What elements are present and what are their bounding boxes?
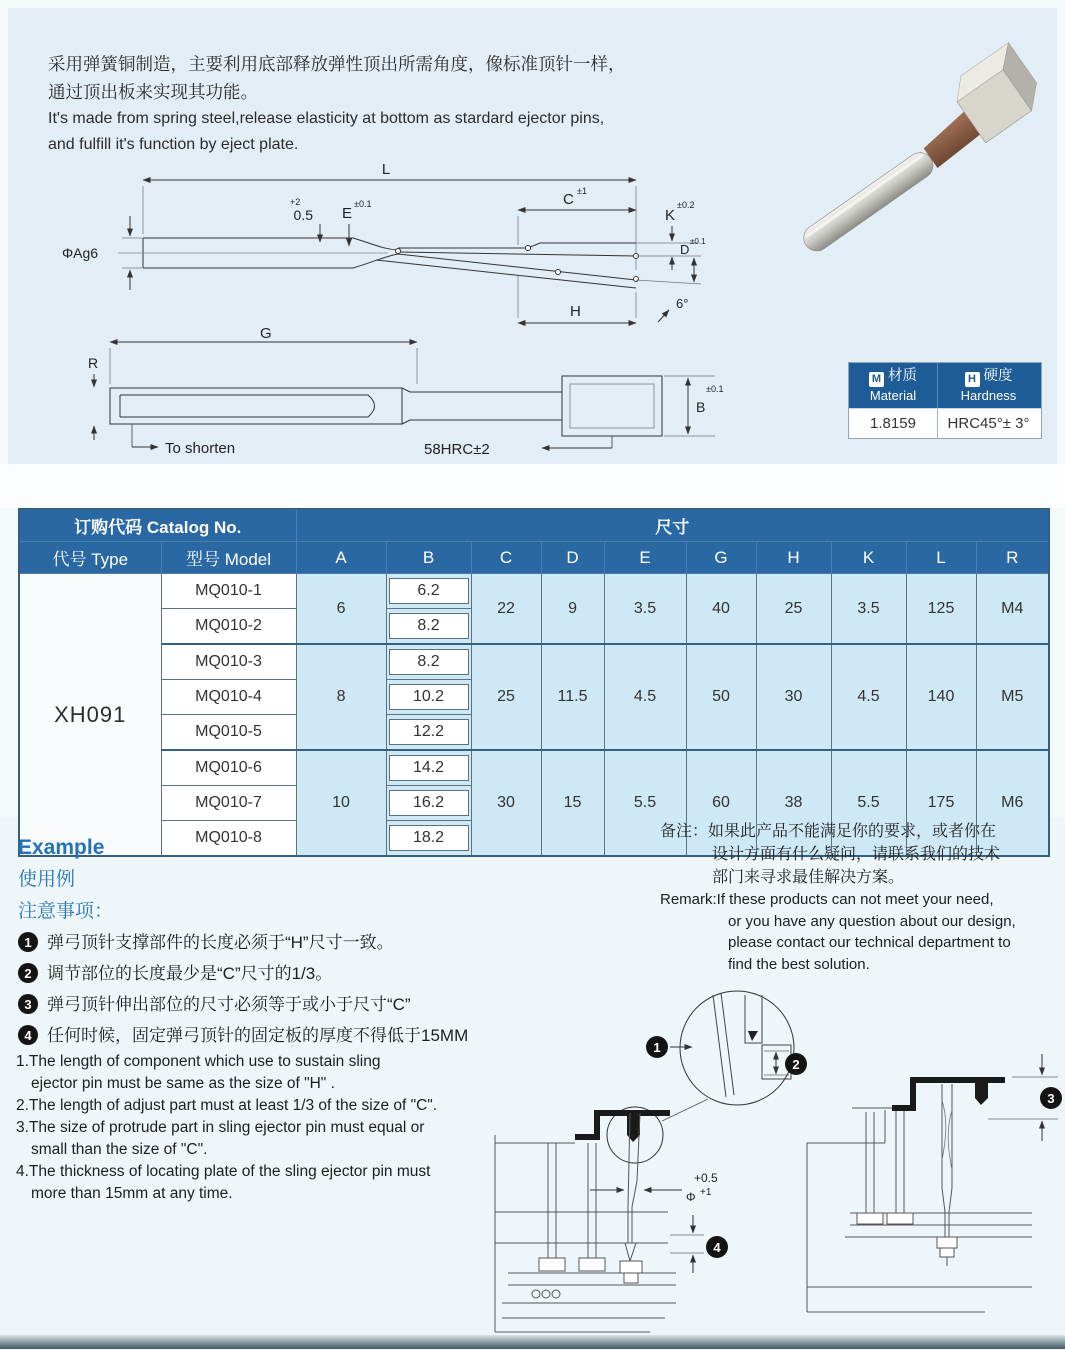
value-B-cell xyxy=(386,715,471,751)
value-A: 6 xyxy=(296,574,386,645)
pin-3d-render xyxy=(782,28,1062,258)
material-hardness-header xyxy=(849,363,1041,409)
intro-zh-line1: 采用弹簧铜制造，主要利用底部释放弹性顶出所需角度，像标准顶针一样， xyxy=(48,54,626,74)
remark-block xyxy=(660,820,1062,975)
callout-1-label: 1 xyxy=(653,1040,661,1055)
value-K: 5.5 xyxy=(831,750,906,856)
dim-K: K xyxy=(665,207,676,224)
callout-3-label: 3 xyxy=(1047,1091,1055,1106)
remark-en-line: or you have any question about our design, xyxy=(728,912,1016,930)
model-cell: MQ010-2 xyxy=(161,609,296,645)
value-G: 50 xyxy=(686,644,756,750)
example-subtitle: 使用例 xyxy=(18,869,76,890)
header-col-L: L xyxy=(906,542,976,574)
note-3-text: 弹弓顶针伸出部位的尺寸必须等于或小于尺寸“C” xyxy=(47,994,411,1014)
material-header-cell xyxy=(849,363,937,408)
assembly-detail-diagram xyxy=(480,985,810,1350)
value-C: 22 xyxy=(471,574,541,645)
value-L: 140 xyxy=(906,644,976,750)
value-C: 25 xyxy=(471,644,541,750)
remark-en-line: find the best solution. xyxy=(728,955,870,973)
phi-symbol: Φ xyxy=(686,1190,696,1204)
value-L: 175 xyxy=(906,750,976,856)
intro-en-line2: and fulfill it's function by eject plate. xyxy=(48,136,299,153)
material-icon: M xyxy=(869,372,884,387)
model-cell: MQ010-6 xyxy=(161,750,296,786)
list-item xyxy=(18,994,488,1014)
value-B-cell xyxy=(386,750,471,786)
hardness-icon: H xyxy=(965,372,980,387)
header-model: 型号 Model xyxy=(161,542,296,574)
dim-0-5-tol: +2 xyxy=(290,197,301,207)
list-item xyxy=(18,963,488,983)
value-H: 38 xyxy=(756,750,831,856)
value-B-cell xyxy=(386,821,471,857)
spec-table xyxy=(18,508,1050,857)
assembly-section-diagram xyxy=(790,1040,1065,1335)
header-type: 代号 Type xyxy=(19,542,161,574)
value-C: 30 xyxy=(471,750,541,856)
dim-diameter: ΦAg6 xyxy=(62,245,99,261)
dim-E: E xyxy=(342,205,353,222)
to-shorten-label: To shorten xyxy=(165,440,236,457)
phi-tol-lower: +1 xyxy=(700,1187,712,1198)
note-1-text: 弹弓顶针支撑部件的长度必须于“H”尺寸一致。 xyxy=(47,932,394,952)
value-D: 15 xyxy=(541,750,604,856)
value-D: 11.5 xyxy=(541,644,604,750)
dim-C: C xyxy=(563,191,574,208)
note-4-badge: 4 xyxy=(18,1025,38,1045)
dim-R: R xyxy=(88,355,99,371)
en-note-line: ejector pin must be same as the size of "H" . xyxy=(31,1075,335,1092)
note-2-badge: 2 xyxy=(18,963,38,983)
material-label-en: Material xyxy=(869,388,917,403)
dim-angle: 6° xyxy=(676,296,689,311)
header-col-D: D xyxy=(541,542,604,574)
model-cell: MQ010-7 xyxy=(161,786,296,821)
hardness-header-cell xyxy=(937,363,1039,408)
zh-notes-list xyxy=(18,932,488,1056)
header-col-G: G xyxy=(686,542,756,574)
value-B-cell xyxy=(386,644,471,680)
dim-D: D xyxy=(680,242,690,257)
model-cell: MQ010-1 xyxy=(161,574,296,609)
intro-zh-line2: 通过顶出板来实现其功能。 xyxy=(48,82,258,102)
hardness-label-zh: 硬度 xyxy=(983,368,1013,384)
hardness-value: HRC45°± 3° xyxy=(937,409,1039,438)
dim-0-5: 0.5 xyxy=(293,207,313,223)
spec-table-wrap xyxy=(18,508,1050,857)
value-R: M5 xyxy=(976,644,1049,750)
remark-zh-line: 设计方面有什么疑问，请联系我们的技术 xyxy=(712,846,1001,863)
type-cell: XH091 xyxy=(19,574,161,857)
example-title: Example xyxy=(18,836,105,859)
en-notes-list xyxy=(16,1051,486,1205)
note-3-badge: 3 xyxy=(18,994,38,1014)
material-hardness-values xyxy=(849,409,1041,438)
remark-zh-line: 部门来寻求最佳解决方案。 xyxy=(712,869,905,886)
phi-tol-upper: +0.5 xyxy=(694,1171,718,1185)
list-item xyxy=(18,1025,488,1045)
value-B-cell xyxy=(386,609,471,645)
notice-title: 注意事项： xyxy=(18,901,114,922)
value-K: 4.5 xyxy=(831,644,906,750)
table-row xyxy=(19,750,1049,786)
model-cell: MQ010-4 xyxy=(161,680,296,715)
remark-zh-line: 备注：如果此产品不能满足你的要求，或者你在 xyxy=(660,823,997,840)
dim-B-tol: ±0.1 xyxy=(706,384,724,394)
en-note-line: 4.The thickness of locating plate of the sling ejector pin must xyxy=(16,1163,431,1180)
en-note-line: small than the size of "C". xyxy=(31,1141,208,1158)
dim-D-tol: ±0.1 xyxy=(690,237,706,246)
dim-K-tol: ±0.2 xyxy=(677,200,695,210)
dim-H: H xyxy=(570,303,581,320)
intro-text xyxy=(48,50,626,158)
value-B-cell xyxy=(386,574,471,609)
header-col-R: R xyxy=(976,542,1049,574)
value-R: M6 xyxy=(976,750,1049,856)
value-B-cell xyxy=(386,786,471,821)
remark-en-line: please contact our technical department to xyxy=(728,934,1011,951)
header-col-H: H xyxy=(756,542,831,574)
en-note-line: more than 15mm at any time. xyxy=(31,1185,233,1202)
value-B: 8.2 xyxy=(389,613,469,639)
value-A: 8 xyxy=(296,644,386,750)
en-note-line: 3.The size of protrude part in sling ejector pin must equal or xyxy=(16,1119,425,1136)
value-K: 3.5 xyxy=(831,574,906,645)
en-note-line: 1.The length of component which use to sustain sling xyxy=(16,1053,381,1070)
header-catalog-no: 订购代码 Catalog No. xyxy=(19,509,296,542)
value-G: 40 xyxy=(686,574,756,645)
note-2-text: 调节部位的长度最少是“C”尺寸的1/3。 xyxy=(47,963,333,983)
header-col-A: A xyxy=(296,542,386,574)
table-row xyxy=(19,644,1049,680)
header-col-C: C xyxy=(471,542,541,574)
remark-en-line: Remark:If these products can not meet your need, xyxy=(660,891,994,908)
value-R: M4 xyxy=(976,574,1049,645)
material-hardness-box xyxy=(848,362,1042,439)
callout-2-label: 2 xyxy=(792,1057,800,1072)
value-B: 16.2 xyxy=(389,790,469,816)
header-col-B: B xyxy=(386,542,471,574)
value-B: 10.2 xyxy=(389,684,469,710)
value-E: 3.5 xyxy=(604,574,686,645)
hardness-label: 58HRC±2 xyxy=(424,441,490,458)
table-row xyxy=(19,574,1049,609)
value-E: 5.5 xyxy=(604,750,686,856)
top-view-drawing xyxy=(72,325,724,463)
material-value: 1.8159 xyxy=(870,415,916,432)
hardness-label-en: Hardness xyxy=(960,388,1017,403)
value-B: 8.2 xyxy=(389,649,469,675)
value-A: 10 xyxy=(296,750,386,856)
header-size: 尺寸 xyxy=(296,509,1049,542)
model-cell: MQ010-8 xyxy=(161,821,296,857)
value-H: 30 xyxy=(756,644,831,750)
value-D: 9 xyxy=(541,574,604,645)
model-cell: MQ010-5 xyxy=(161,715,296,751)
header-col-K: K xyxy=(831,542,906,574)
panel-gap xyxy=(0,464,1065,508)
value-B: 18.2 xyxy=(389,825,469,851)
page-bottom-edge xyxy=(0,1335,1065,1349)
side-view-drawing xyxy=(58,158,706,348)
dim-L: L xyxy=(381,161,391,178)
dim-G: G xyxy=(260,325,272,342)
callout-4-label: 4 xyxy=(713,1240,721,1255)
dim-E-tol: ±0.1 xyxy=(354,199,372,209)
material-label-zh: 材质 xyxy=(888,368,917,384)
value-E: 4.5 xyxy=(604,644,686,750)
value-B: 6.2 xyxy=(389,578,469,604)
value-G: 60 xyxy=(686,750,756,856)
model-cell: MQ010-3 xyxy=(161,644,296,680)
header-col-E: E xyxy=(604,542,686,574)
value-H: 25 xyxy=(756,574,831,645)
list-item xyxy=(18,932,488,952)
dim-B: B xyxy=(696,399,706,415)
note-4-text: 任何时候，固定弹弓顶针的固定板的厚度不得低于15MM xyxy=(47,1025,469,1045)
value-L: 125 xyxy=(906,574,976,645)
en-note-line: 2.The length of adjust part must at least 1/3 of the size of "C". xyxy=(16,1097,438,1114)
value-B: 14.2 xyxy=(389,755,469,781)
dim-C-tol: ±1 xyxy=(577,186,587,196)
intro-en-line1: It's made from spring steel,release elasticity at bottom as stardard ejector pins, xyxy=(48,110,605,127)
note-1-badge: 1 xyxy=(18,932,38,952)
value-B-cell xyxy=(386,680,471,715)
value-B: 12.2 xyxy=(389,719,469,745)
